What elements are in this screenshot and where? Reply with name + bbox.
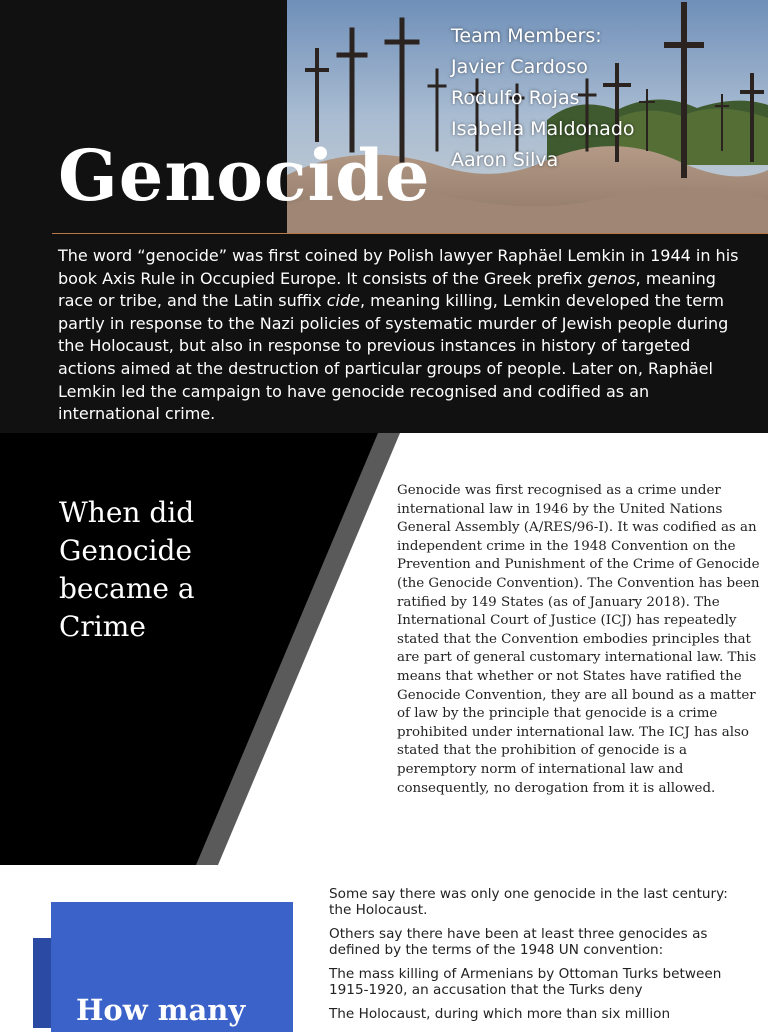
team-heading: Team Members: [451,25,602,47]
team-member: Rodulfo Rojas [451,87,580,109]
intro-text: The word “genocide” was first coined by Polish lawyer Raphäel Lemkin in 1944 in his book Axis Rule in Occupied Europe. It consists of the Greek prefix [58,246,739,288]
header-band [0,0,768,433]
count-paragraph: Some say there was only one genocide in the last century: the Holocaust. [329,886,728,918]
intro-text: , meaning race or tribe, and the Latin suffix [58,268,716,311]
team-member: Javier Cardoso [451,56,588,78]
team-members [451,21,751,176]
team-member: Aaron Silva [451,149,559,171]
accent-divider [52,233,768,234]
team-member: Isabella Maldonado [451,118,635,140]
intro-cide: cide [326,291,360,311]
count-paragraph: The mass killing of Armenians by Ottoman Turks between 1915-1920, an accusation that the Turks deny [329,966,722,998]
count-paragraph: Others say there have been at least three genocides as defined by the terms of the 1948 UN convention: [329,926,708,958]
intro-text: , meaning killing, Lemkin developed the term partly in response to the Nazi policies of systematic murder of Jewish people during the Holocaust, but also in response to previous instances in history of targeted actions aimed at the destruction of particular groups of people. Later on, Raphäel Lemkin led the campaign to have genocide recognised and codified as an international crime. [58,291,729,424]
count-section-heading: How many [76,993,246,1027]
crime-section-body: Genocide was first recognised as a crime under international law in 1946 by the United Nations General Assembly (A/RES/96-I). It was codified as an independent crime in the 1948 Convention on the Prevention and Punishment of the Crime of Genocide (the Genocide Convention). The Convention has been ratified by 149 States (as of January 2018). The International Court of Justice (ICJ) has repeatedly stated that the Convention embodies principles that are part of general customary international law. This means that whether or not States have ratified the Genocide Convention, they are all bound as a matter of law by the principle that genocide is a crime prohibited under international law. The ICJ has also stated that the prohibition of genocide is a peremptory norm of international law and consequently, no derogation from it is allowed. [397,483,760,796]
page-title: Genocide [58,134,431,217]
intro-paragraph [58,245,748,426]
crime-section-heading: When did Genocide became a Crime [59,496,195,643]
count-paragraph: The Holocaust, during which more than six million [329,1006,671,1022]
count-section-body [329,886,729,1030]
intro-genos: genos [587,268,636,288]
